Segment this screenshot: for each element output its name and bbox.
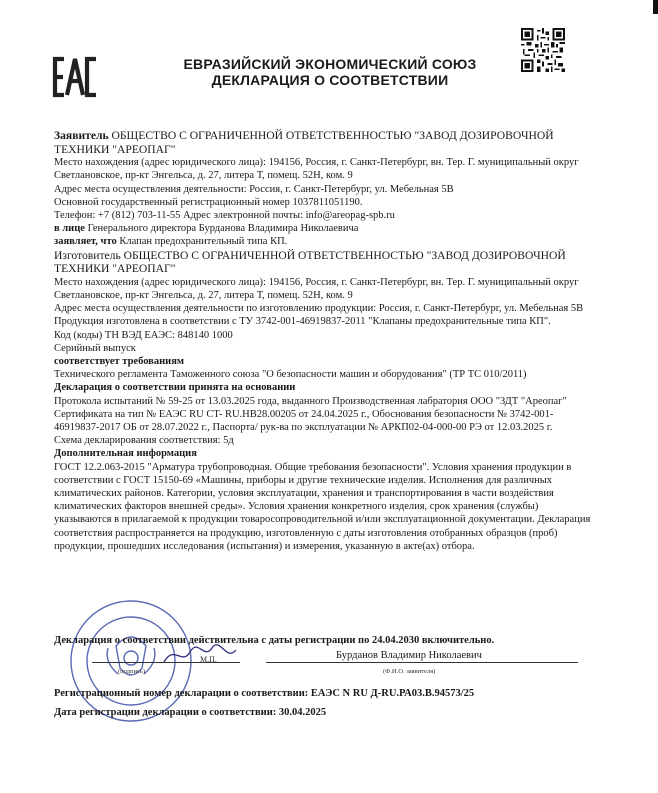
basis-certificate: Сертификата на тип № ЕАЭС RU CT- RU.НВ28.00205 от 24.04.2025 г., Обоснования безопасности № 3742-001-46919837-2017 ОБ от 28.07.2022 г., Паспорта/ рук-ва по эксплуатации № АРКП02-04-000-00 РЭ от 12.03.2025 г. [54,408,554,434]
signature-caption: (подпись) [118,668,145,675]
declaration-scheme: Схема декларирования соответствия: 5д [54,435,234,447]
applicant-person [54,222,594,235]
header-union: ЕВРАЗИЙСКИЙ ЭКОНОМИЧЕСКИЙ СОЮЗ [183,56,477,72]
applicant-name: ОБЩЕСТВО С ОГРАНИЧЕННОЙ ОТВЕТСТВЕННОСТЬЮ "ЗАВОД ДОЗИРОВОЧНОЙ ТЕХНИКИ "АРЕОПАГ" [54,129,554,156]
manufacturer-address: Место нахождения (адрес юридического лица): 194156, Россия, г. Санкт-Петербург, вн. Тер. Г. муниципальный округ Светлановское, пр-кт Энгельса, д. 27, литера Т, помещ. 52Н, ком. 9 [54,276,579,301]
declares-label: заявляет, что [54,236,117,248]
signer-name: Бурданов Владимир Николаевич [336,650,482,661]
extra-info: ГОСТ 12.2.063-2015 "Арматура трубопроводная. Общие требования безопасности". Условия хранения продукции в соответствии с ГОСТ 15150-69 «Машины, приборы и другие технические изделия. Исполнения для различных климатических районов. Категории, условия эксплуатации, хранения и транспортирования в части воздействия климатических факторов внешней среды». Условия хранения конкретного изделия, срок хранения (службы) указываются в прилагаемой к продукции товаросопроводительной и/или эксплуатационной документации. Декларация соответствия распространяется на продукцию, изготовленную с даты изготовления отобранных образцов (проб) продукции, прошедших исследования (испытания) и измерения, указанную в акте(ах) отбора. [54,461,591,552]
registration-date: Дата регистрации декларации о соответствии: 30.04.2025 [54,707,327,718]
corner-mark [653,0,658,14]
validity-statement: Декларация о соответствии действительна с даты регистрации по 24.04.2030 включительно. [54,635,495,646]
person-label: в лице [54,223,85,235]
signature-line [92,662,240,663]
product-name: Клапан предохранительный типа КП. [119,236,288,248]
person-name: Генерального директора Бурданова Владимира Николаевича [87,223,359,235]
regulation-text: Технического регламента Таможенного союза "О безопасности машин и оборудования" (ТР ТС 010/2011) [54,369,527,381]
applicant-address: Место нахождения (адрес юридического лица): 194156, Россия, г. Санкт-Петербург, вн. Тер. Г. муниципальный округ Светлановское, пр-кт Энгельса, д. 27, литера Т, помещ. 52Н, ком. 9 [54,157,579,182]
applicant-label: Заявитель [54,129,109,142]
signer-name-line [266,662,578,663]
basis-heading: Декларация о соответствии принята на основании [54,382,296,394]
eac-logo [52,55,98,99]
signer-caption: (Ф.И.О. заявителя) [383,668,436,675]
extra-heading: Дополнительная информация [54,448,197,460]
qr-code-icon [521,28,565,72]
applicant-ogrn: Основной государственный регистрационный номер 1037811051190. [54,196,363,208]
mp-mark: М.П. [200,655,217,664]
release-type: Серийный выпуск [54,342,136,354]
applicant-contacts: Телефон: +7 (812) 703-11-55 Адрес электронной почты: info@areopag-spb.ru [54,210,395,221]
applicant-block [54,129,594,156]
registration-number: Регистрационный номер декларации о соответствии: ЕАЭС N RU Д-RU.РА03.В.94573/25 [54,688,475,699]
manufacturer-name: Изготовитель ОБЩЕСТВО С ОГРАНИЧЕННОЙ ОТВЕТСТВЕННОСТЬЮ "ЗАВОД ДОЗИРОВОЧНОЙ ТЕХНИКИ "АРЕОПАГ" [54,248,566,276]
applicant-activity-address: Адрес места осуществления деятельности: Россия, г. Санкт-Петербург, ул. Мебельная 5В [54,183,454,195]
header-title: ДЕКЛАРАЦИЯ О СООТВЕТСТВИИ [211,72,449,88]
manufacturer-production: Адрес места осуществления деятельности по изготовлению продукции: Россия, г. Санкт-Петербург, ул. Мебельная 5В Продукция изготовлена в соответствии с ТУ 3742-001-46919837-2011 "Клапаны предохранительные типа КП". [54,303,584,328]
tn-ved-code: Код (коды) ТН ВЭД ЕАЭС: 848140 1000 [54,329,233,341]
declaration-body [54,129,594,553]
conforms-heading: соответствует требованиям [54,356,185,368]
basis-protocol: Протокола испытаний № 59-25 от 13.03.2025 года, выданного Производственная лабратория ООО "ЗДТ "Ареопаг" [54,395,567,407]
document-header [150,56,510,88]
declares-line [54,235,594,248]
